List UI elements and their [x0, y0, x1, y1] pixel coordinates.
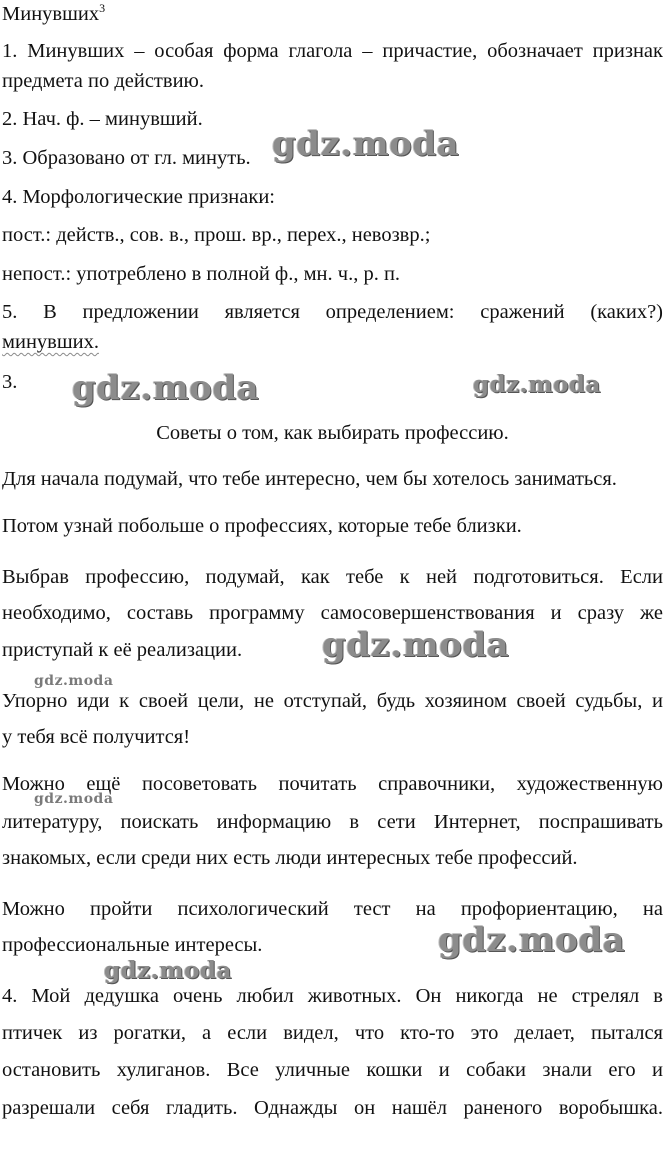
advice-5-line-2: литературу, поискать информацию в сети Интернет, поспрашивать	[2, 811, 663, 833]
task-4-line-3: остановить хулиганов. Все уличные кошки и собаки знали его и	[2, 1059, 663, 1081]
analysis-point-2: 2. Нач. ф. – минувший.	[2, 108, 203, 130]
word-heading	[2, 2, 663, 26]
watermark: gdz.moda	[34, 791, 114, 807]
analysis-point-4: 4. Морфологические признаки:	[2, 186, 275, 208]
advice-3-line-1: Выбрав профессию, подумай, как тебе к ней подготовиться. Если	[2, 566, 663, 588]
analysis-point-5-line-2	[2, 330, 663, 354]
variable-features: непост.: употреблено в полной ф., мн. ч., р. п.	[2, 263, 401, 285]
analysis-point-5-line-1: 5. В предложении является определением: сражений (каких?)	[2, 301, 663, 323]
advice-5-line-1: Можно ещё посоветовать почитать справочники, художественную	[2, 773, 663, 795]
advice-6-line-1: Можно пройти психологический тест на профориентацию, на	[2, 898, 663, 920]
analysis-point-1-line-2: предмета по действию.	[2, 70, 204, 92]
analysis-point-3: 3. Образовано от гл. минуть.	[2, 147, 251, 169]
analysis-point-1-line-1: 1. Минувших – особая форма глагола – причастие, обозначает признак	[2, 40, 663, 62]
task-4-line-4: разрешали себя гладить. Однажды он нашёл раненого воробышка.	[2, 1097, 663, 1119]
task-4-line-2: птичек из рогатки, а если видел, что кто-то это делает, пытался	[2, 1022, 663, 1044]
watermark: gdz.moda	[473, 371, 601, 398]
advice-5-line-3: знакомых, если среди них есть люди интересных тебе профессий.	[2, 847, 578, 869]
underlined-word: минувших.	[2, 331, 99, 353]
watermark: gdz.moda	[322, 625, 510, 665]
watermark: gdz.moda	[438, 920, 626, 960]
advice-3-line-3: приступай к её реализации.	[2, 639, 243, 661]
watermark: gdz.moda	[104, 957, 232, 984]
advice-3-line-2: необходимо, составь программу самосовершенствования и сразу же	[2, 602, 663, 624]
advice-6-line-2: профессиональные интересы.	[2, 934, 263, 956]
task-3-number: 3.	[2, 371, 18, 393]
constant-features: пост.: действ., сов. в., прош. вр., перех., невозвр.;	[2, 224, 431, 246]
footnote-marker: 3	[99, 1, 106, 15]
advice-4-line-2: у тебя всё получится!	[2, 726, 191, 748]
watermark: gdz.moda	[72, 368, 260, 408]
task-4-line-1: 4. Мой дедушка очень любил животных. Он никогда не стрелял в	[2, 985, 663, 1007]
advice-1: Для начала подумай, что тебе интересно, чем бы хотелось заниматься.	[2, 468, 617, 490]
advice-4-line-1: Упорно иди к своей цели, не отступай, будь хозяином своей судьбы, и	[2, 690, 663, 712]
word-heading-text: Минувших	[2, 3, 100, 25]
task-3-title: Советы о том, как выбирать профессию.	[156, 422, 509, 444]
advice-2: Потом узнай побольше о профессиях, которые тебе близки.	[2, 515, 522, 537]
watermark: gdz.moda	[34, 673, 114, 689]
watermark: gdz.moda	[272, 124, 460, 164]
